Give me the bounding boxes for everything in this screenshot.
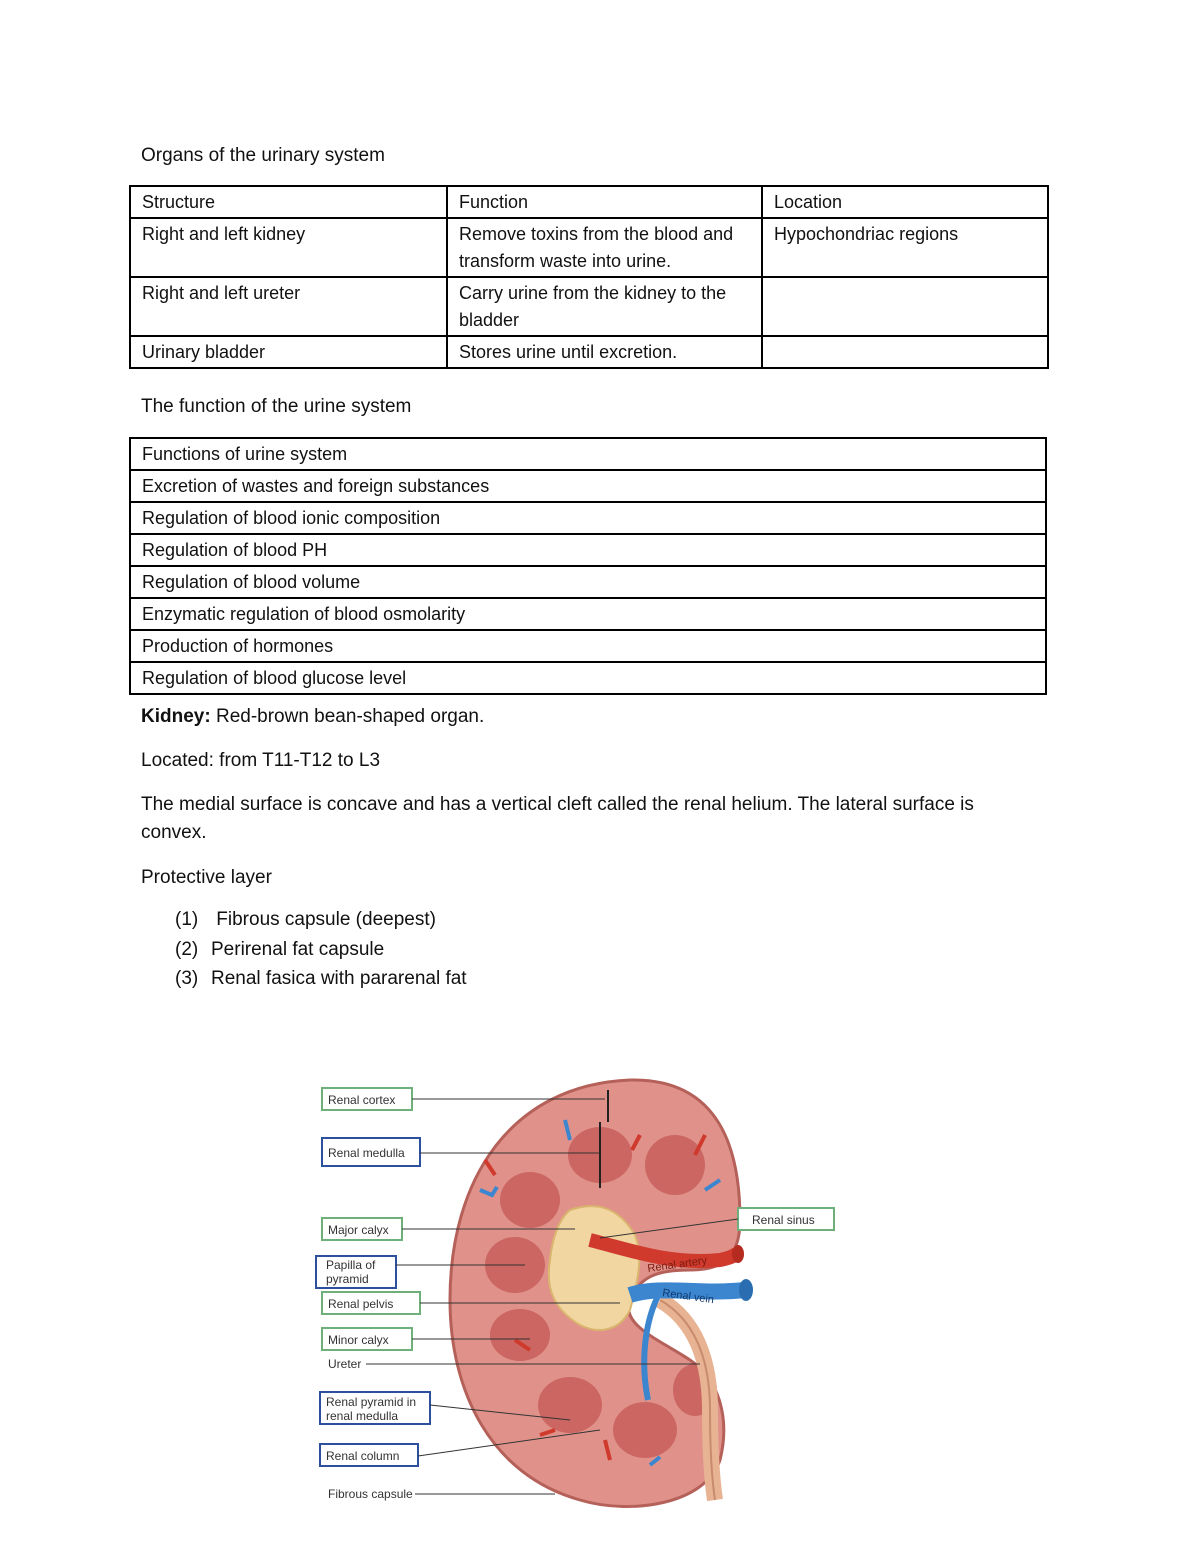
table-cell: Regulation of blood volume (130, 566, 1046, 598)
kidney-label: Kidney: (141, 706, 211, 727)
kidney-surface: The medial surface is concave and has a vertical cleft called the renal helium. The lateral surface is convex. (141, 794, 974, 843)
table-row (130, 277, 1048, 336)
table-cell: Hypochondriac regions (762, 218, 1048, 277)
label-minor-calyx: Minor calyx (328, 1333, 389, 1347)
table-row (130, 662, 1046, 694)
table-cell: Carry urine from the kidney to the bladder (447, 277, 762, 336)
functions-heading: The function of the urine system (141, 396, 412, 417)
table-cell: Excretion of wastes and foreign substances (130, 470, 1046, 502)
protective-layer-list (175, 905, 467, 994)
table-header-row (130, 438, 1046, 470)
table-row (130, 470, 1046, 502)
label-renal-column: Renal column (326, 1449, 400, 1463)
header-cell: Structure (130, 186, 447, 218)
functions-table (129, 437, 1047, 695)
table-cell: Right and left ureter (130, 277, 447, 336)
list-item: (2) Perirenal fat capsule (175, 938, 385, 960)
table-cell: Production of hormones (130, 630, 1046, 662)
table-row (130, 218, 1048, 277)
organs-heading: Organs of the urinary system (141, 145, 385, 166)
table-cell: Right and left kidney (130, 218, 447, 277)
table-cell: Enzymatic regulation of blood osmolarity (130, 598, 1046, 630)
label-renal-pyramid-1: Renal pyramid in (326, 1395, 417, 1409)
label-renal-artery: Renal artery (646, 1254, 708, 1275)
organs-table (129, 185, 1049, 369)
label-fibrous-capsule: Fibrous capsule (328, 1487, 413, 1501)
label-ureter: Ureter (328, 1357, 362, 1371)
kidney-definition (141, 703, 1021, 731)
table-row (130, 566, 1046, 598)
label-renal-pyramid-2: renal medulla (326, 1409, 399, 1423)
table-cell: Remove toxins from the blood and transform waste into urine. (447, 218, 762, 277)
table-cell: Regulation of blood PH (130, 534, 1046, 566)
label-papilla-1: Papilla of (326, 1258, 376, 1272)
header-cell: Location (762, 186, 1048, 218)
table-row (130, 598, 1046, 630)
header-cell: Function (447, 186, 762, 218)
table-cell: Urinary bladder (130, 336, 447, 368)
list-item: (3) Renal fasica with pararenal fat (175, 968, 467, 989)
kidney-text: Red-brown bean-shaped organ. (210, 706, 485, 727)
table-header-row (130, 186, 1048, 218)
label-renal-vein: Renal vein (661, 1287, 715, 1307)
label-renal-cortex: Renal cortex (328, 1093, 396, 1107)
renal-pelvis (549, 1206, 640, 1330)
header-cell: Functions of urine system (130, 438, 1046, 470)
label-major-calyx: Major calyx (328, 1223, 389, 1237)
protective-heading: Protective layer (141, 867, 272, 888)
label-papilla-2: pyramid (326, 1272, 369, 1286)
label-renal-pelvis: Renal pelvis (328, 1297, 394, 1311)
table-cell: Regulation of blood ionic composition (130, 502, 1046, 534)
table-cell: Stores urine until excretion. (447, 336, 762, 368)
label-renal-sinus: Renal sinus (752, 1213, 815, 1227)
list-item: (1) Fibrous capsule (deepest) (175, 909, 436, 930)
kidney-anatomy-figure (300, 1060, 860, 1520)
table-cell: Regulation of blood glucose level (130, 662, 1046, 694)
table-cell (762, 336, 1048, 368)
kidney-location: Located: from T11-T12 to L3 (141, 750, 381, 771)
table-row (130, 336, 1048, 368)
table-row (130, 502, 1046, 534)
table-cell (762, 277, 1048, 336)
table-row (130, 630, 1046, 662)
table-row (130, 534, 1046, 566)
label-renal-medulla: Renal medulla (328, 1146, 405, 1160)
